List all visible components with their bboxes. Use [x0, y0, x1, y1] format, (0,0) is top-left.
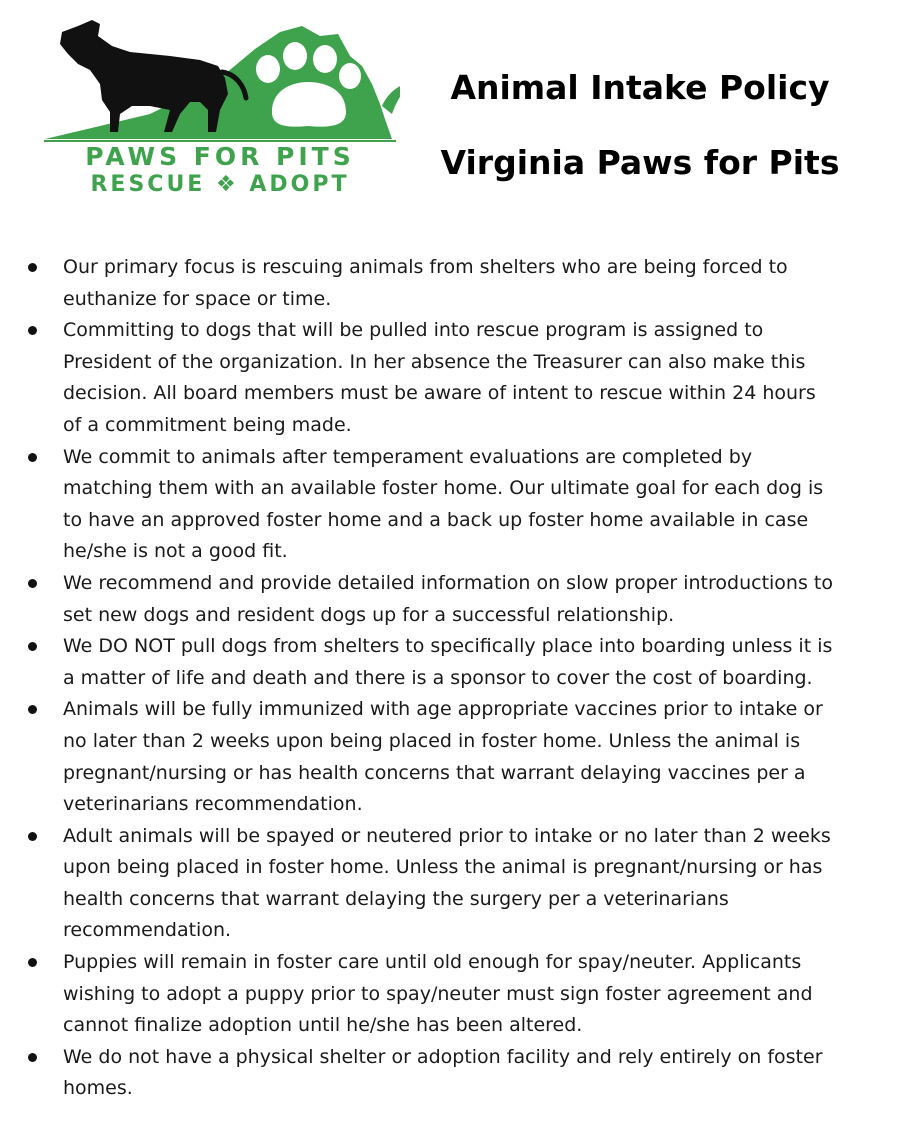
- bullet-icon: [28, 326, 37, 335]
- policy-text: We recommend and provide detailed information on slow proper introductions to set new dogs and resident dogs up for a successful relationship.: [63, 571, 833, 626]
- policy-item: [28, 568, 838, 631]
- bullet-icon: [28, 579, 37, 588]
- logo-name: PAWS FOR PITS: [85, 142, 355, 171]
- logo-graphic: [40, 14, 400, 144]
- policy-list: [28, 252, 838, 1105]
- policy-item: [28, 1042, 838, 1105]
- bullet-icon: [28, 832, 37, 841]
- policy-text: Committing to dogs that will be pulled into rescue program is assigned to President of the organization. In her absence the Treasurer can also make this decision. All board members must be aware of intent to rescue within 24 hours of a commitment being made.: [63, 319, 816, 436]
- policy-item: [28, 631, 838, 694]
- organization-name: Virginia Paws for Pits: [440, 143, 840, 182]
- bullet-icon: [28, 453, 37, 462]
- policy-item: [28, 315, 838, 441]
- policy-text: We do not have a physical shelter or adoption facility and rely entirely on foster homes.: [63, 1045, 823, 1100]
- policy-text: Our primary focus is rescuing animals from shelters who are being forced to euthanize for space or time.: [63, 256, 788, 310]
- bullet-icon: [28, 958, 37, 967]
- policy-item: [28, 442, 838, 568]
- policy-text: We commit to animals after temperament evaluations are completed by matching them with an available foster home. Our ultimate goal for each dog is to have an approved foster home and a back up foster home available in case he/she is not a good fit.: [63, 445, 824, 563]
- policy-text: Animals will be fully immunized with age appropriate vaccines prior to intake or no later than 2 weeks upon being placed in foster home. Unless the animal is pregnant/nursing or has health concerns that warrant delaying vaccines per a veterinarians recommendation.: [63, 698, 823, 816]
- bullet-icon: [28, 705, 37, 714]
- logo-tagline: RESCUE ❖ ADOPT: [90, 172, 350, 197]
- policy-item: [28, 821, 838, 947]
- bullet-icon: [28, 642, 37, 651]
- policy-item: [28, 252, 838, 315]
- policy-text: Adult animals will be spayed or neutered prior to intake or no later than 2 weeks upon being placed in foster home. Unless the animal is pregnant/nursing or has health concerns that warrant delaying the surgery per a veterinarians recommendation.: [63, 824, 831, 942]
- bullet-icon: [28, 263, 37, 272]
- policy-text: We DO NOT pull dogs from shelters to specifically place into boarding unless it is a matter of life and death and there is a sponsor to cover the cost of boarding.: [63, 635, 833, 689]
- policy-text: Puppies will remain in foster care until old enough for spay/neuter. Applicants wishing to adopt a puppy prior to spay/neuter must sign foster agreement and cannot finalize adoption until he/she has been altered.: [63, 951, 813, 1037]
- bullet-icon: [28, 1053, 37, 1062]
- leaf-accent: [382, 82, 400, 114]
- document-title: Animal Intake Policy: [450, 68, 830, 107]
- policy-item: [28, 694, 838, 820]
- policy-item: [28, 947, 838, 1042]
- organization-logo: [40, 14, 400, 197]
